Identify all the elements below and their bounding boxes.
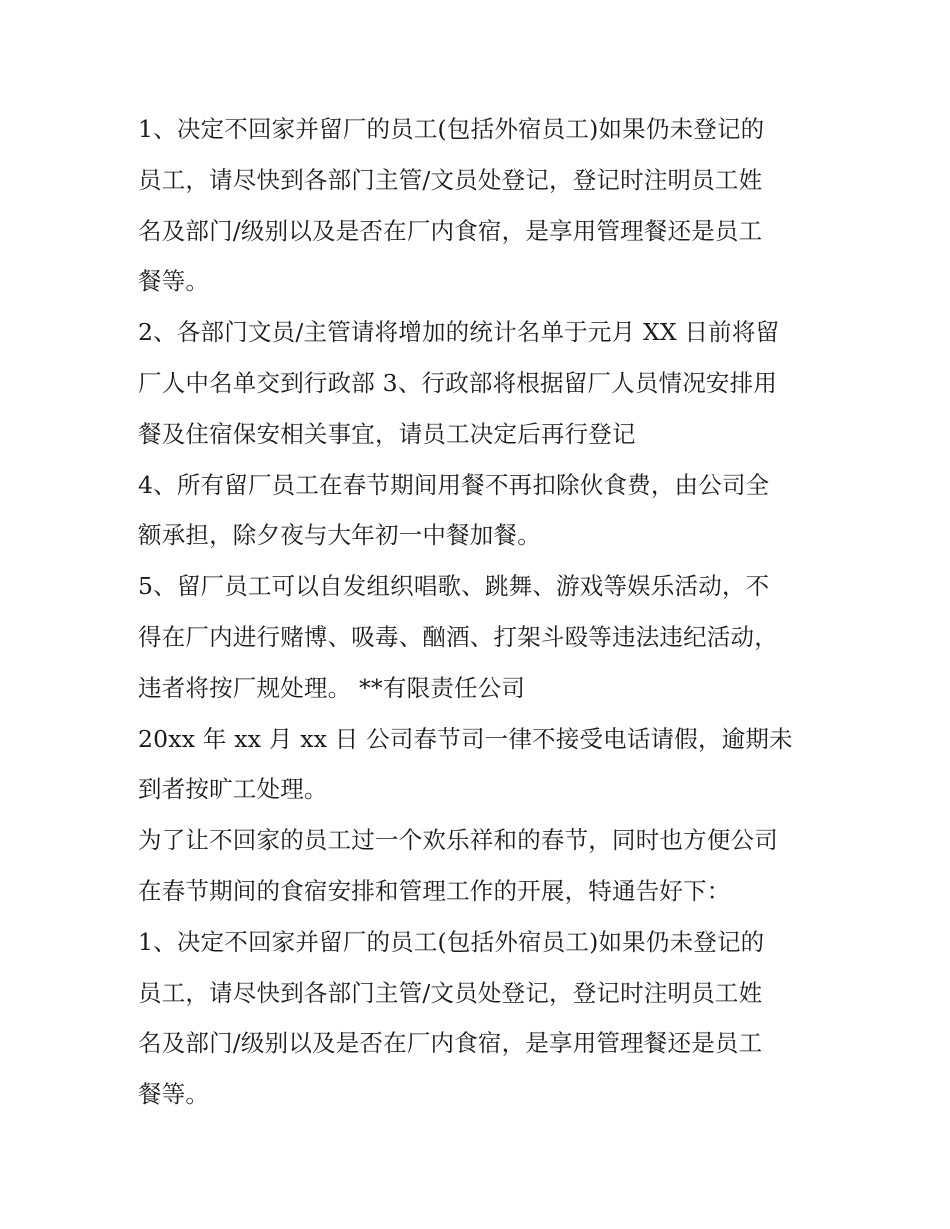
- text-line: 5、留厂员工可以自发组织唱歌、跳舞、游戏等娱乐活动，不: [138, 572, 770, 601]
- text-line: 名及部门/级别以及是否在厂内食宿，是享用管理餐还是员工: [138, 216, 763, 245]
- text-line: 额承担，除夕夜与大年初一中餐加餐。: [138, 521, 541, 550]
- text-line: 餐等。: [138, 267, 210, 296]
- document-body: [138, 104, 828, 1120]
- text-line: 名及部门/级别以及是否在厂内食宿，是享用管理餐还是员工: [138, 1029, 763, 1058]
- text-line: 1、决定不回家并留厂的员工(包括外宿员工)如果仍未登记的: [138, 927, 765, 956]
- text-line: 2、各部门文员/主管请将增加的统计名单于元月 XX 日前将留: [138, 318, 780, 347]
- text-line: 4、所有留厂员工在春节期间用餐不再扣除伙食费，由公司全: [138, 470, 770, 499]
- text-line: 员工，请尽快到各部门主管/文员处登记，登记时注明员工姓: [138, 165, 763, 194]
- text-line: 为了让不回家的员工过一个欢乐祥和的春节，同时也方便公司: [138, 826, 778, 855]
- text-line: 餐及住宿保安相关事宜，请员工决定后再行登记: [138, 419, 636, 448]
- text-line: 1、决定不回家并留厂的员工(包括外宿员工)如果仍未登记的: [138, 115, 765, 143]
- text-line: 在春节期间的食宿安排和管理工作的开展，特通告好下：: [138, 876, 731, 905]
- text-line: 20xx 年 xx 月 xx 日 公司春节司一律不接受电话请假，逾期未: [138, 724, 793, 753]
- text-line: 到者按旷工处理。: [138, 775, 328, 804]
- text-line: 违者将按厂规处理。 **有限责任公司: [138, 673, 526, 702]
- text-line: 员工，请尽快到各部门主管/文员处登记，登记时注明员工姓: [138, 978, 763, 1007]
- text-line: 得在厂内进行赌博、吸毒、酗酒、打架斗殴等违法违纪活动，: [138, 622, 778, 651]
- text-line: 餐等。: [138, 1080, 210, 1109]
- text-line: 厂人中名单交到行政部 3、行政部将根据留厂人员情况安排用: [138, 368, 778, 397]
